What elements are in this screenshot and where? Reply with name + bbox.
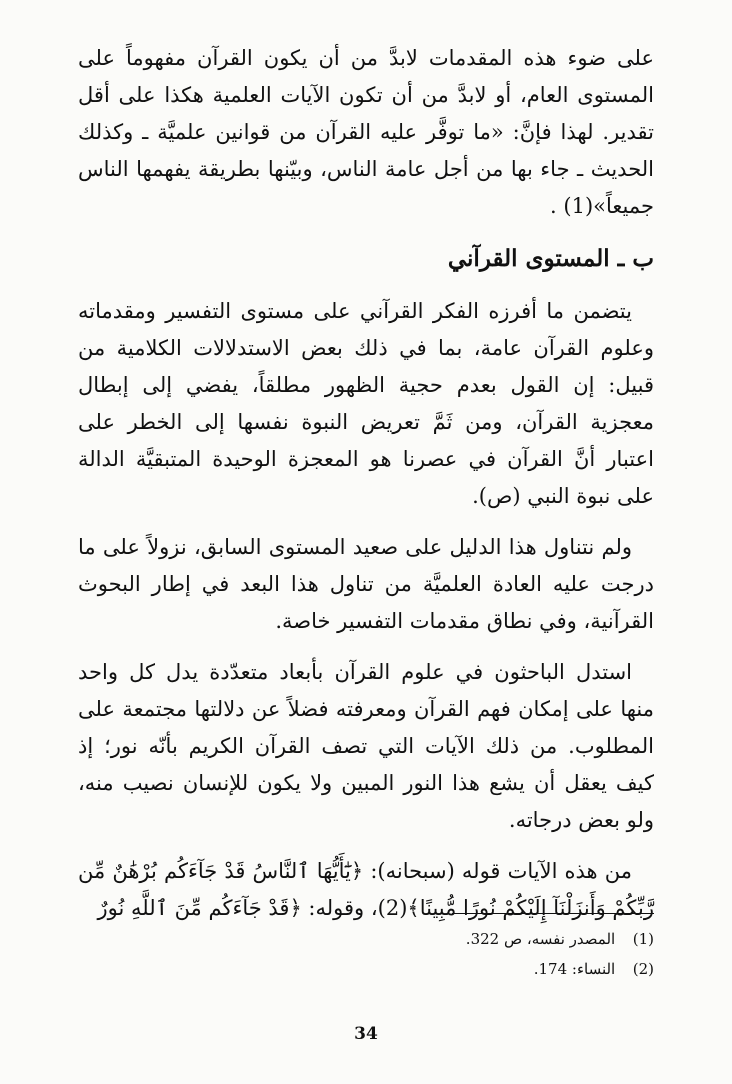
paragraph-3: ولم نتناول هذا الدليل على صعيد المستوى السابق، نزولاً على ما درجت عليه العادة العلميَّة من تناول هذا البعد في إطار البحوث القرآنية، وفي نطاق مقدمات التفسير خاصة. bbox=[78, 535, 654, 633]
footnote-number: (2) bbox=[632, 960, 654, 978]
paragraph-5: من هذه الآيات قوله (سبحانه): ﴿يَٰٓأَيُّهَا ٱلنَّاسُ قَدْ جَآءَكُم بُرْهَٰنٌ مِّن رَّبِّكُمْ وَأَنزَلْنَآ إِلَيْكُمْ نُورًا مُّبِينًا﴾(2)، وقوله: ﴿قَدْ جَآءَكُم مِّنَ ٱللَّهِ نُورٌ bbox=[78, 859, 654, 920]
paragraph-4: استدل الباحثون في علوم القرآن بأبعاد متعدّدة يدل كل واحد منها على إمكان فهم القرآن ومعرفته فضلاً عن دلالتها مجتمعة على المطلوب. من ذلك الآيات التي تصف القرآن الكريم بأنّه نور؛ إذ كيف يعقل أن يشع هذا النور المبين ولا يكون للإنسان نصيب منه، ولو بعض درجاته. bbox=[78, 660, 654, 832]
paragraph-1: على ضوء هذه المقدمات لابدَّ من أن يكون القرآن مفهوماً على المستوى العام، أو لابدَّ من أن تكون الآيات العلمية هكذا على أقل تقدير. لهذا فإنَّ: «ما توفَّر عليه القرآن من قوانين علميَّة ـ وكذلك الحديث ـ جاء بها من أجل عامة الناس، وبيّنها بطريقة يفهمها الناس جميعاً»(1) . bbox=[78, 46, 654, 218]
footnote-text: النساء: 174. bbox=[533, 960, 616, 978]
footnote-1 bbox=[78, 924, 654, 954]
footnotes bbox=[78, 924, 654, 984]
footnote-divider bbox=[452, 913, 654, 914]
page-body bbox=[78, 40, 654, 941]
footnote-number: (1) bbox=[632, 930, 654, 948]
paragraph-2: يتضمن ما أفرزه الفكر القرآني على مستوى التفسير ومقدماته وعلوم القرآن عامة، بما في ذلك بعض الاستدلالات الكلامية من قبيل: إن القول بعدم حجية الظهور مطلقاً، يفضي إلى إبطال معجزية القرآن، ومن ثَمَّ تعريض النبوة نفسها إلى الخطر على اعتبار أنَّ القرآن في عصرنا هو المعجزة الوحيدة المتبقيَّة الدالة على نبوة النبي (ص). bbox=[78, 299, 654, 508]
footnote-text: المصدر نفسه، ص 322. bbox=[465, 930, 616, 948]
section-heading: ب ـ المستوى القرآني bbox=[447, 245, 654, 272]
page-number: 34 bbox=[354, 1024, 378, 1044]
footnote-2 bbox=[78, 954, 654, 984]
